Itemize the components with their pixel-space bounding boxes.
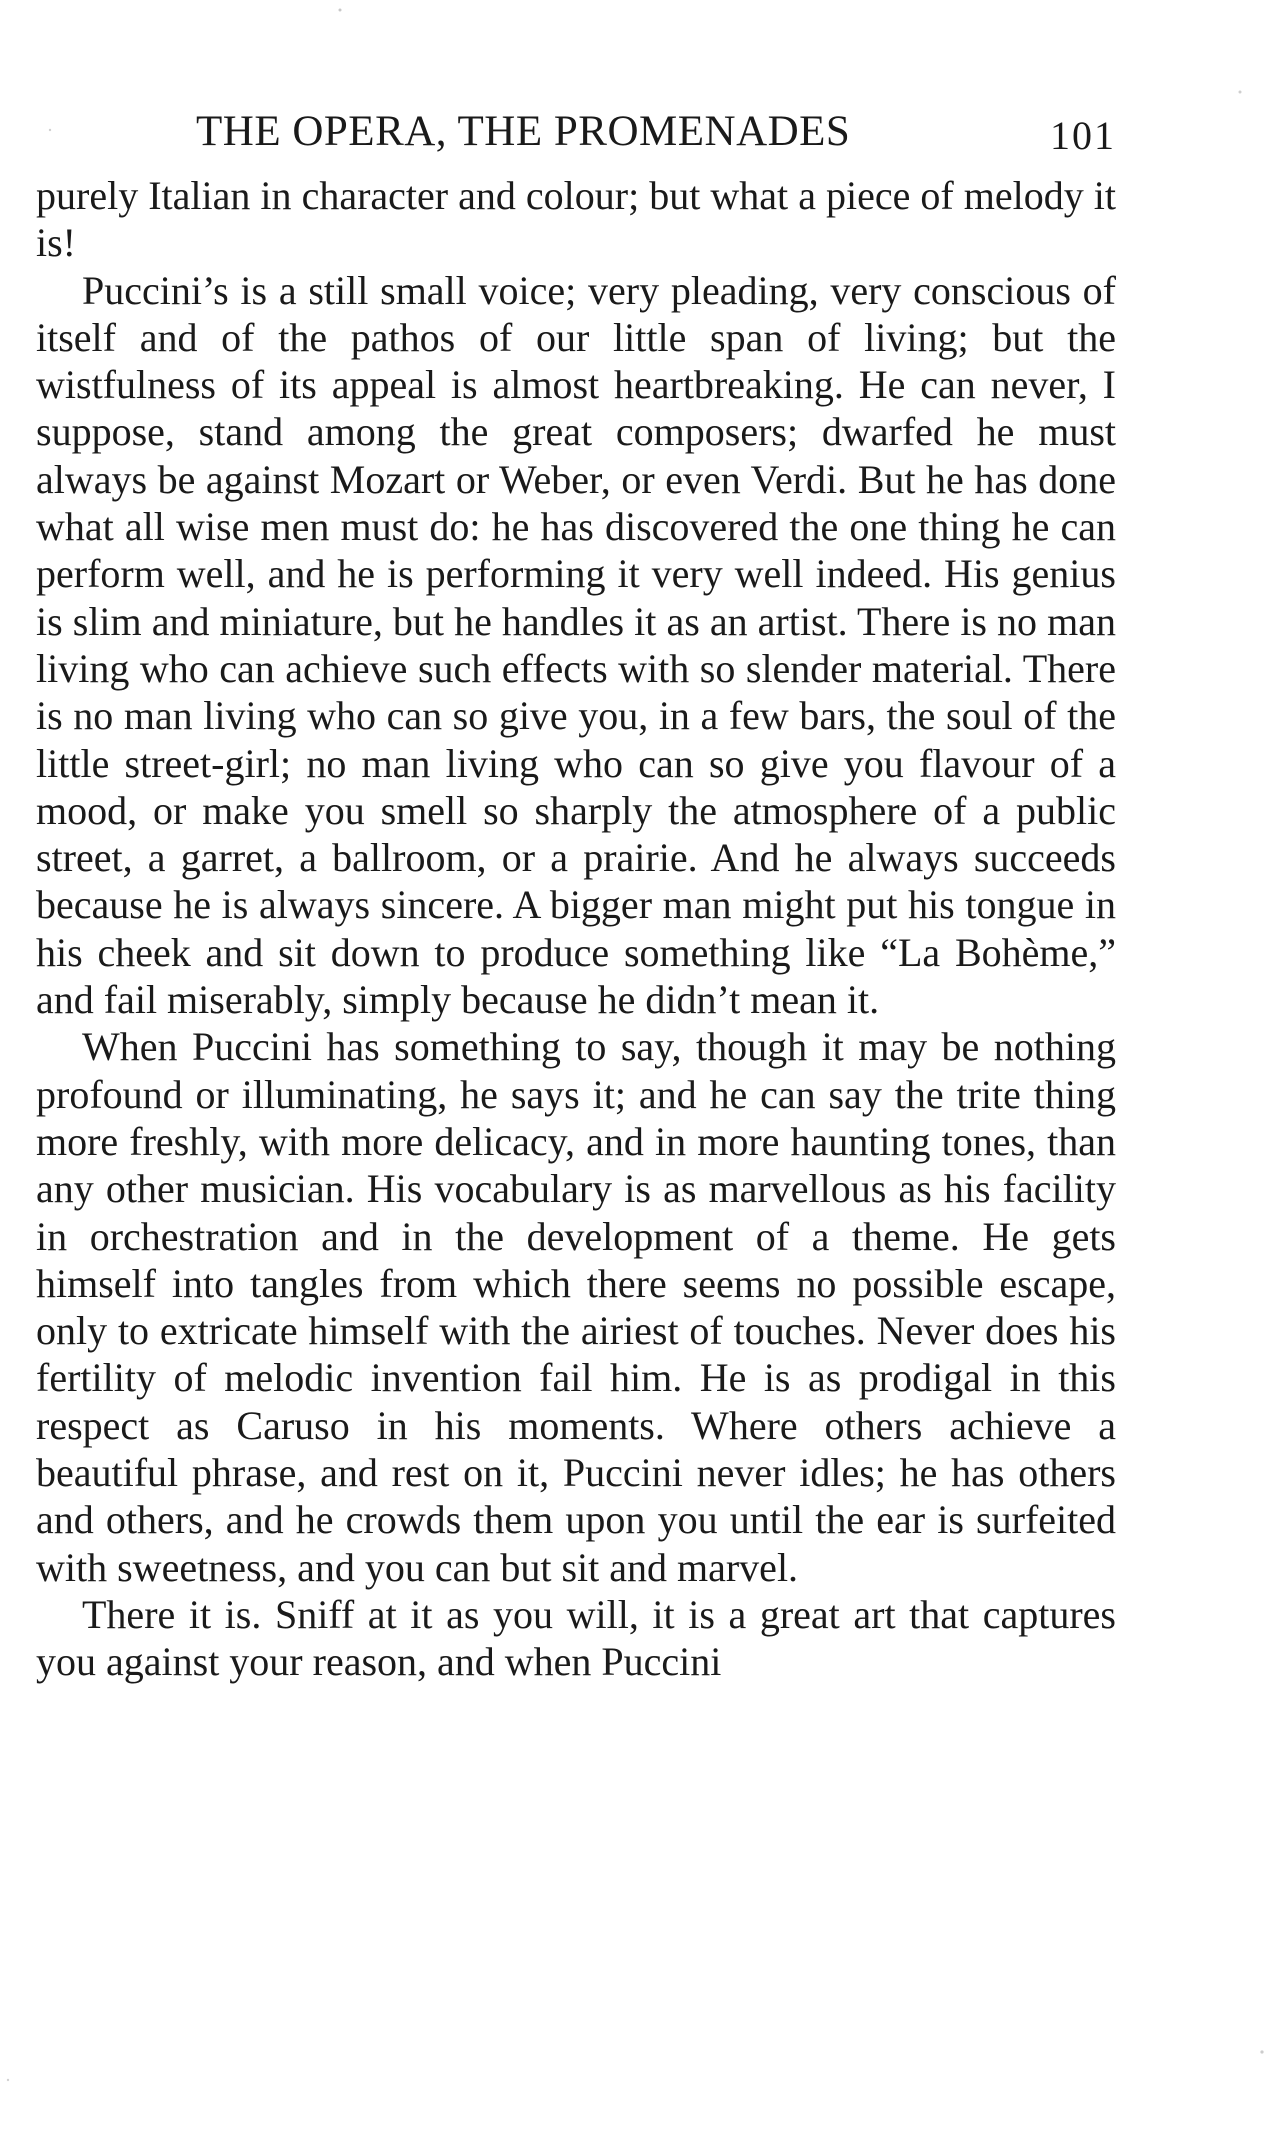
- running-head: [196, 104, 1116, 160]
- body-text: [36, 172, 1116, 1686]
- paragraph-continuation: purely Italian in character and colour; but what a piece of melody it is!: [36, 173, 1116, 266]
- paragraph-puccini-voice: Puccini’s is a still small voice; very pleading, very conscious of itself and of the pathos of our little span of living; but the wistfulness of its appeal is almost heartbreaking. He can never, I suppose, stand among the great composers; dwarfed he must always be against Mozart or Weber, or even Verdi. But he has done what all wise men must do: he has discovered the one thing he can perform well, and he is performing it very well indeed. His genius is slim and miniature, but he handles it as an artist. There is no man living who can achieve such effects with so slender material. There is no man living who can so give you, in a few bars, the soul of the little street-girl; no man living who can so give you flavour of a mood, or make you smell so sharply the atmosphere of a public street, a garret, a ballroom, or a prairie. And he always succeeds because he is always sincere. A bigger man might put his tongue in his cheek and sit down to produce something like “La Bohème,” and fail miserably, simply because he didn’t mean it.: [36, 267, 1116, 1023]
- paragraph-puccini-vocabulary: When Puccini has something to say, though it may be nothing profound or illuminating, he says it; and he can say the trite thing more freshly, with more delicacy, and in more haunting tones, than any other musician. His vocabulary is as marvellous as his facility in orchestration and in the development of a theme. He gets himself into tangles from which there seems no possible escape, only to extricate himself with the airiest of touches. Never does his fertility of melodic invention fail him. He is as prodigal in this respect as Caruso in his moments. Where others achieve a beautiful phrase, and rest on it, Puccini never idles; he has others and others, and he crowds them upon you until the ear is surfeited with sweetness, and you can but sit and marvel.: [36, 1024, 1116, 1590]
- paragraph-great-art: There it is. Sniff at it as you will, it is a great art that captures you against your reason, and when Puccini: [36, 1591, 1116, 1685]
- running-title: THE OPERA, THE PROMENADES: [196, 108, 851, 155]
- page-number: 101: [1050, 113, 1116, 158]
